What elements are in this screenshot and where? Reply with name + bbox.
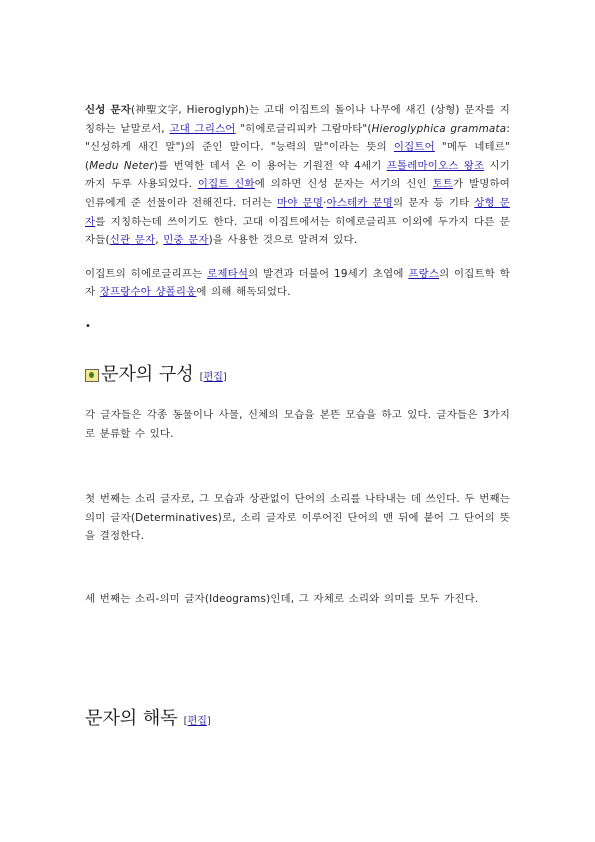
link-maya-civilization[interactable]: 마야 문명 (277, 196, 324, 209)
section-heading-structure (85, 363, 227, 390)
decipherment-paragraph: 이집트의 히에로글리프는 로제타석의 발견과 더불어 19세기 초엽에 프랑스의 이집트학 학자 장프랑수아 샹폴리옹에 의해 해독되었다. (85, 267, 510, 299)
link-demotic[interactable]: 민중 문자 (163, 234, 209, 247)
edit-link[interactable]: 편집 (203, 372, 223, 383)
section-heading-decipherment (85, 707, 211, 734)
section-title: 문자의 해독 (85, 708, 178, 729)
section-icon (85, 369, 99, 382)
link-egyptian-language[interactable]: 이집트어 (393, 141, 435, 154)
intro-term: 신성 문자 (85, 104, 131, 116)
link-aztec-civilization[interactable]: 아스테카 문명 (326, 196, 393, 209)
structure-paragraph-3: 세 번째는 소리-의미 글자(Ideograms)인데, 그 자체로 소리와 의미를 모두 가진다. (85, 593, 479, 605)
edit-link[interactable]: 편집 (187, 716, 207, 727)
link-france[interactable]: 프랑스 (408, 267, 440, 280)
edit-link-wrapper: [편집] (199, 372, 227, 383)
edit-link-wrapper: [편집] (183, 716, 211, 727)
link-thoth[interactable]: 토트 (432, 178, 454, 191)
link-rosetta-stone[interactable]: 로제타석 (207, 267, 249, 280)
link-egyptian-mythology[interactable]: 이집트 신화 (197, 178, 255, 191)
link-pictogram[interactable]: 상형 문자 (85, 196, 510, 228)
link-ptolemaic-dynasty[interactable]: 프톨레마이오스 왕조 (386, 159, 485, 172)
structure-paragraph-2: 첫 번째는 소리 글자로, 그 모습과 상관없이 단어의 소리를 나타내는 데 쓰인다. 두 번째는 의미 글자(Determinatives)로, 소리 글자로 이루어진 단어의 맨 뒤에 붙어 그 단어의 뜻을 결정한다. (85, 493, 510, 543)
bullet-point: • (85, 320, 91, 332)
intro-paragraph: 신성 문자(神聖文字, Hieroglyph)는 고대 이집트의 돌이나 나무에 새긴 (상형) 문자를 지칭하는 낱말로서, 고대 그리스어 "히에로글리피카 그람마타"(Hieroglyphica grammata: "신성하게 새긴 말")의 준인 말이다. "능력의 말"이라는 뜻의 이집트어 "메두 네테르"(Medu Neter)를 번역한 데서 온 이 용어는 기원전 약 4세기 프톨레마이오스 왕조 시기까지 두루 사용되었다. 이집트 신화에 의하면 신성 문자는 서기의 신인 토트가 발명하여 인류에게 준 선물이라 전해진다. 더러는 마야 문명·아스테카 문명의 문자 등 기타 상형 문자를 지칭하는데 쓰이기도 한다. 고대 이집트에서는 히에로글리프 이외에 두가지 다른 문자들(신관 문자, 민중 문자)을 사용한 것으로 알려져 있다. (85, 104, 511, 247)
link-hieratic[interactable]: 신관 문자 (109, 234, 156, 247)
structure-paragraph-1: 각 글자들은 각종 동물이나 사물, 신체의 모습을 본뜬 모습을 하고 있다. 글자들은 3가지로 분류할 수 있다. (85, 409, 510, 440)
article-body (85, 101, 511, 729)
section-title: 문자의 구성 (101, 364, 194, 385)
link-ancient-greek[interactable]: 고대 그리스어 (169, 122, 236, 135)
link-champollion[interactable]: 장프랑수아 샹폴리옹 (99, 286, 197, 299)
